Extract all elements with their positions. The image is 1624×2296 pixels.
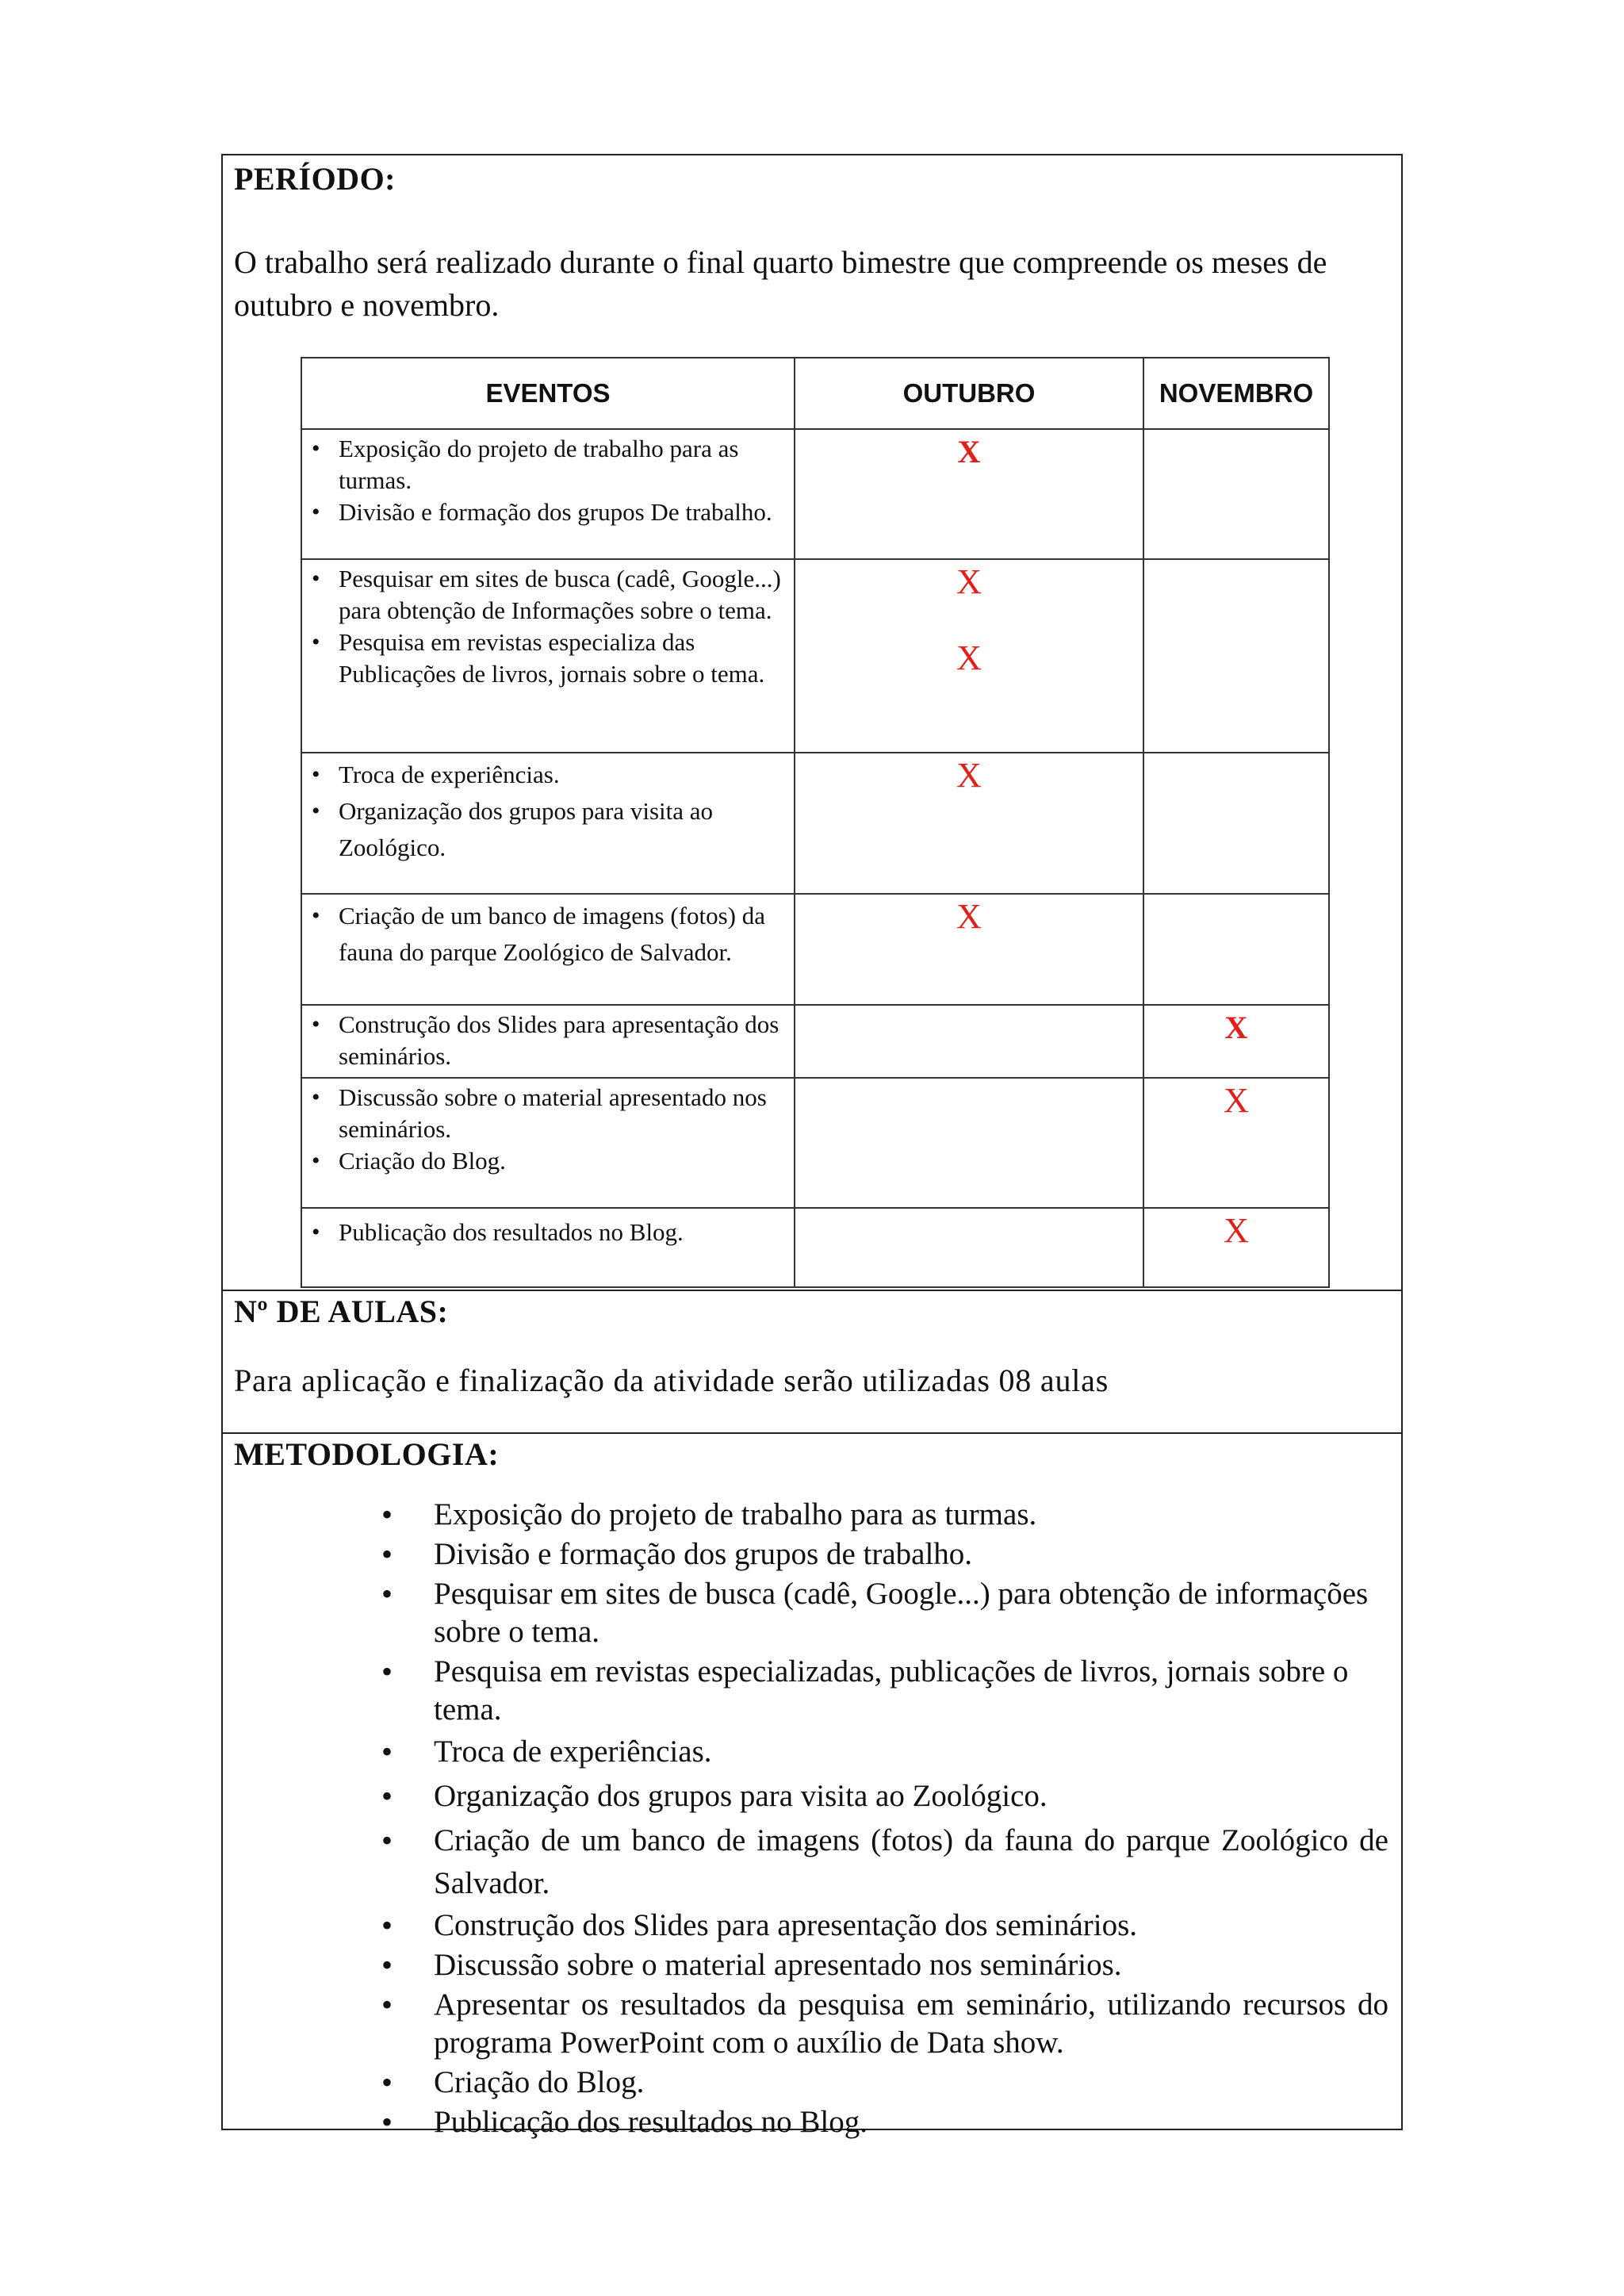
novembro-cell <box>1143 1005 1329 1078</box>
mark-x: X <box>957 434 981 470</box>
schedule-row <box>301 429 1329 559</box>
outubro-cell <box>795 753 1143 894</box>
list-item: • Divisão e formação dos grupos de trabalho. <box>373 1535 1388 1573</box>
metodologia-list <box>373 1496 1388 2143</box>
novembro-cell <box>1143 1078 1329 1208</box>
document-frame <box>221 154 1403 2139</box>
outubro-cell <box>795 894 1143 1005</box>
outubro-cell <box>795 559 1143 753</box>
list-item: • Pesquisar em sites de busca (cadê, Google...) para obtenção de informações sobre o tema. <box>373 1575 1388 1651</box>
list-item: • Troca de experiências. <box>373 1731 1388 1773</box>
novembro-cell <box>1143 1208 1329 1287</box>
schedule-row <box>301 894 1329 1005</box>
event-item: • Publicação dos resultados no Blog. <box>310 1217 787 1248</box>
novembro-cell <box>1143 559 1329 753</box>
novembro-cell <box>1143 753 1329 894</box>
list-item: • Criação de um banco de imagens (fotos) da fauna do parque Zoológico de Salvador. <box>373 1819 1388 1905</box>
events-cell <box>301 559 795 753</box>
list-item: • Exposição do projeto de trabalho para as turmas. <box>373 1496 1388 1534</box>
list-item: • Pesquisa em revistas especializadas, publicações de livros, jornais sobre o tema. <box>373 1653 1388 1729</box>
list-item: • Discussão sobre o material apresentado nos seminários. <box>373 1946 1388 1984</box>
list-item: • Criação do Blog. <box>373 2064 1388 2102</box>
metodologia-heading: METODOLOGIA: <box>234 1436 500 1472</box>
aulas-heading: Nº DE AULAS: <box>234 1294 449 1329</box>
event-item: • Pesquisar em sites de busca (cadê, Google...) para obtenção de Informações sobre o tema. <box>310 563 787 627</box>
event-item: • Troca de experiências. <box>310 757 787 793</box>
list-item: • Apresentar os resultados da pesquisa em seminário, utilizando recursos do programa PowerPoint com o auxílio de Data show. <box>373 1986 1388 2062</box>
aulas-section <box>223 1290 1401 1432</box>
list-item: • Construção dos Slides para apresentação dos seminários. <box>373 1907 1388 1945</box>
schedule-row <box>301 559 1329 753</box>
periodo-section <box>223 155 1401 1290</box>
mark-x: X <box>956 562 982 601</box>
schedule-row <box>301 1078 1329 1208</box>
event-item: • Exposição do projeto de trabalho para as turmas. <box>310 433 787 496</box>
event-item: • Discussão sobre o material apresentado nos seminários. <box>310 1082 787 1145</box>
events-cell <box>301 753 795 894</box>
mark-x: X <box>1224 1010 1248 1045</box>
events-cell <box>301 894 795 1005</box>
mark-x: X <box>956 897 982 936</box>
outubro-cell <box>795 1078 1143 1208</box>
novembro-cell <box>1143 429 1329 559</box>
events-cell <box>301 429 795 559</box>
event-item: • Criação do Blog. <box>310 1145 787 1177</box>
events-cell <box>301 1078 795 1208</box>
events-cell <box>301 1208 795 1287</box>
mark-x: X <box>1224 1211 1249 1250</box>
mark-x: X <box>1224 1081 1249 1120</box>
schedule-row <box>301 753 1329 894</box>
event-item: • Construção dos Slides para apresentação dos seminários. <box>310 1009 787 1072</box>
outubro-cell <box>795 1208 1143 1287</box>
event-item: • Organização dos grupos para visita ao Zoológico. <box>310 793 787 866</box>
mark-x: X <box>956 756 982 795</box>
header-outubro: OUTUBRO <box>795 358 1143 429</box>
list-item: • Publicação dos resultados no Blog. <box>373 2103 1388 2141</box>
novembro-cell <box>1143 894 1329 1005</box>
event-item: • Divisão e formação dos grupos De trabalho. <box>310 496 787 528</box>
event-item: • Pesquisa em revistas especializa das Publicações de livros, jornais sobre o tema. <box>310 627 787 690</box>
event-item: • Criação de um banco de imagens (fotos) da fauna do parque Zoológico de Salvador. <box>310 898 787 971</box>
periodo-text: O trabalho será realizado durante o final quarto bimestre que compreende os meses de outubro e novembro. <box>234 244 1327 323</box>
schedule-row <box>301 1005 1329 1078</box>
aulas-text: Para aplicação e finalização da atividade serão utilizadas 08 aulas <box>234 1363 1109 1398</box>
metodologia-section <box>223 1432 1401 2139</box>
periodo-heading: PERÍODO: <box>234 161 396 197</box>
schedule-header-row <box>301 358 1329 429</box>
outubro-cell <box>795 429 1143 559</box>
outubro-cell <box>795 1005 1143 1078</box>
events-cell <box>301 1005 795 1078</box>
header-novembro: NOVEMBRO <box>1143 358 1329 429</box>
header-eventos: EVENTOS <box>301 358 795 429</box>
schedule-table <box>301 357 1330 1288</box>
mark-x: X <box>956 638 982 677</box>
list-item: • Organização dos grupos para visita ao Zoológico. <box>373 1775 1388 1818</box>
schedule-row <box>301 1208 1329 1287</box>
